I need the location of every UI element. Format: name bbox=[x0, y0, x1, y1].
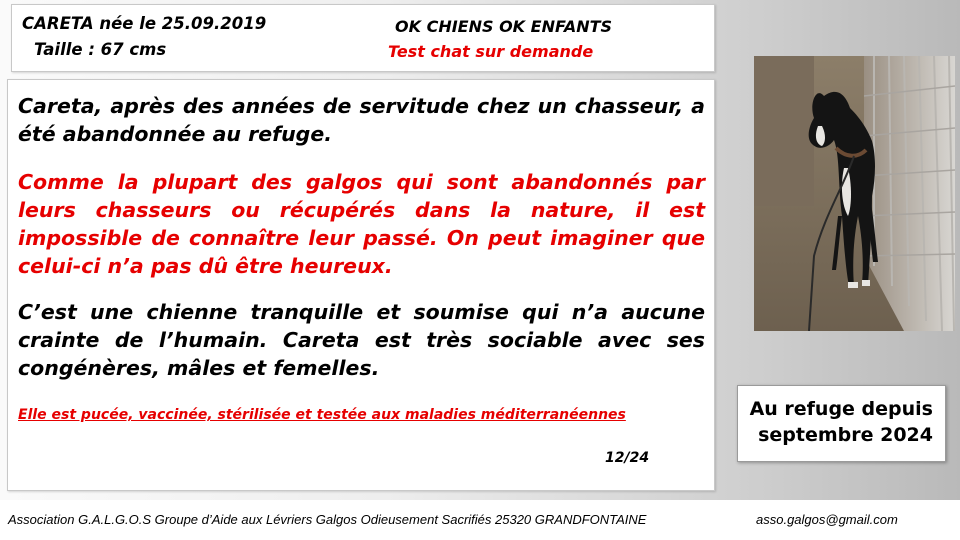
dog-name-birth: CARETA née le 25.09.2019 bbox=[22, 14, 267, 33]
footer-email: asso.galgos@gmail.com bbox=[756, 512, 898, 527]
paragraph-temperament: C’est une chienne tranquille et soumise qui n’a aucune crainte de l’humain. Careta est très sociable avec ses congénères, mâles et femelles. bbox=[18, 300, 705, 380]
cat-test: Test chat sur demande bbox=[388, 42, 594, 61]
footer-association: Association G.A.L.G.O.S Groupe d’Aide aux Lévriers Galgos Odieusement Sacrifiés 25320 GRANDFONTAINE bbox=[8, 512, 647, 527]
refuge-since-line1: Au refuge depuis bbox=[749, 398, 933, 420]
header-box bbox=[11, 4, 715, 72]
paragraph-intro: Careta, après des années de servitude chez un chasseur, a été abandonnée au refuge. bbox=[18, 94, 705, 146]
refuge-since-line2: septembre 2024 bbox=[758, 424, 933, 446]
dog-size: Taille : 67 cms bbox=[34, 40, 167, 59]
refuge-since-text bbox=[750, 396, 933, 448]
refuge-since-box bbox=[737, 385, 946, 462]
paragraph-past: Comme la plupart des galgos qui sont abandonnés par leurs chasseurs ou récupérés dans la nature, il est impossible de connaître leur passé. On peut imaginer que celui-ci n’a pas dû être heureux. bbox=[18, 170, 705, 278]
description-box bbox=[7, 79, 715, 491]
paragraph-health: Elle est pucée, vaccinée, stérilisée et testée aux maladies méditerranéennes bbox=[18, 407, 626, 423]
dog-photo bbox=[754, 56, 955, 331]
compatibility: OK CHIENS OK ENFANTS bbox=[395, 17, 613, 36]
page-number: 12/24 bbox=[605, 450, 650, 466]
